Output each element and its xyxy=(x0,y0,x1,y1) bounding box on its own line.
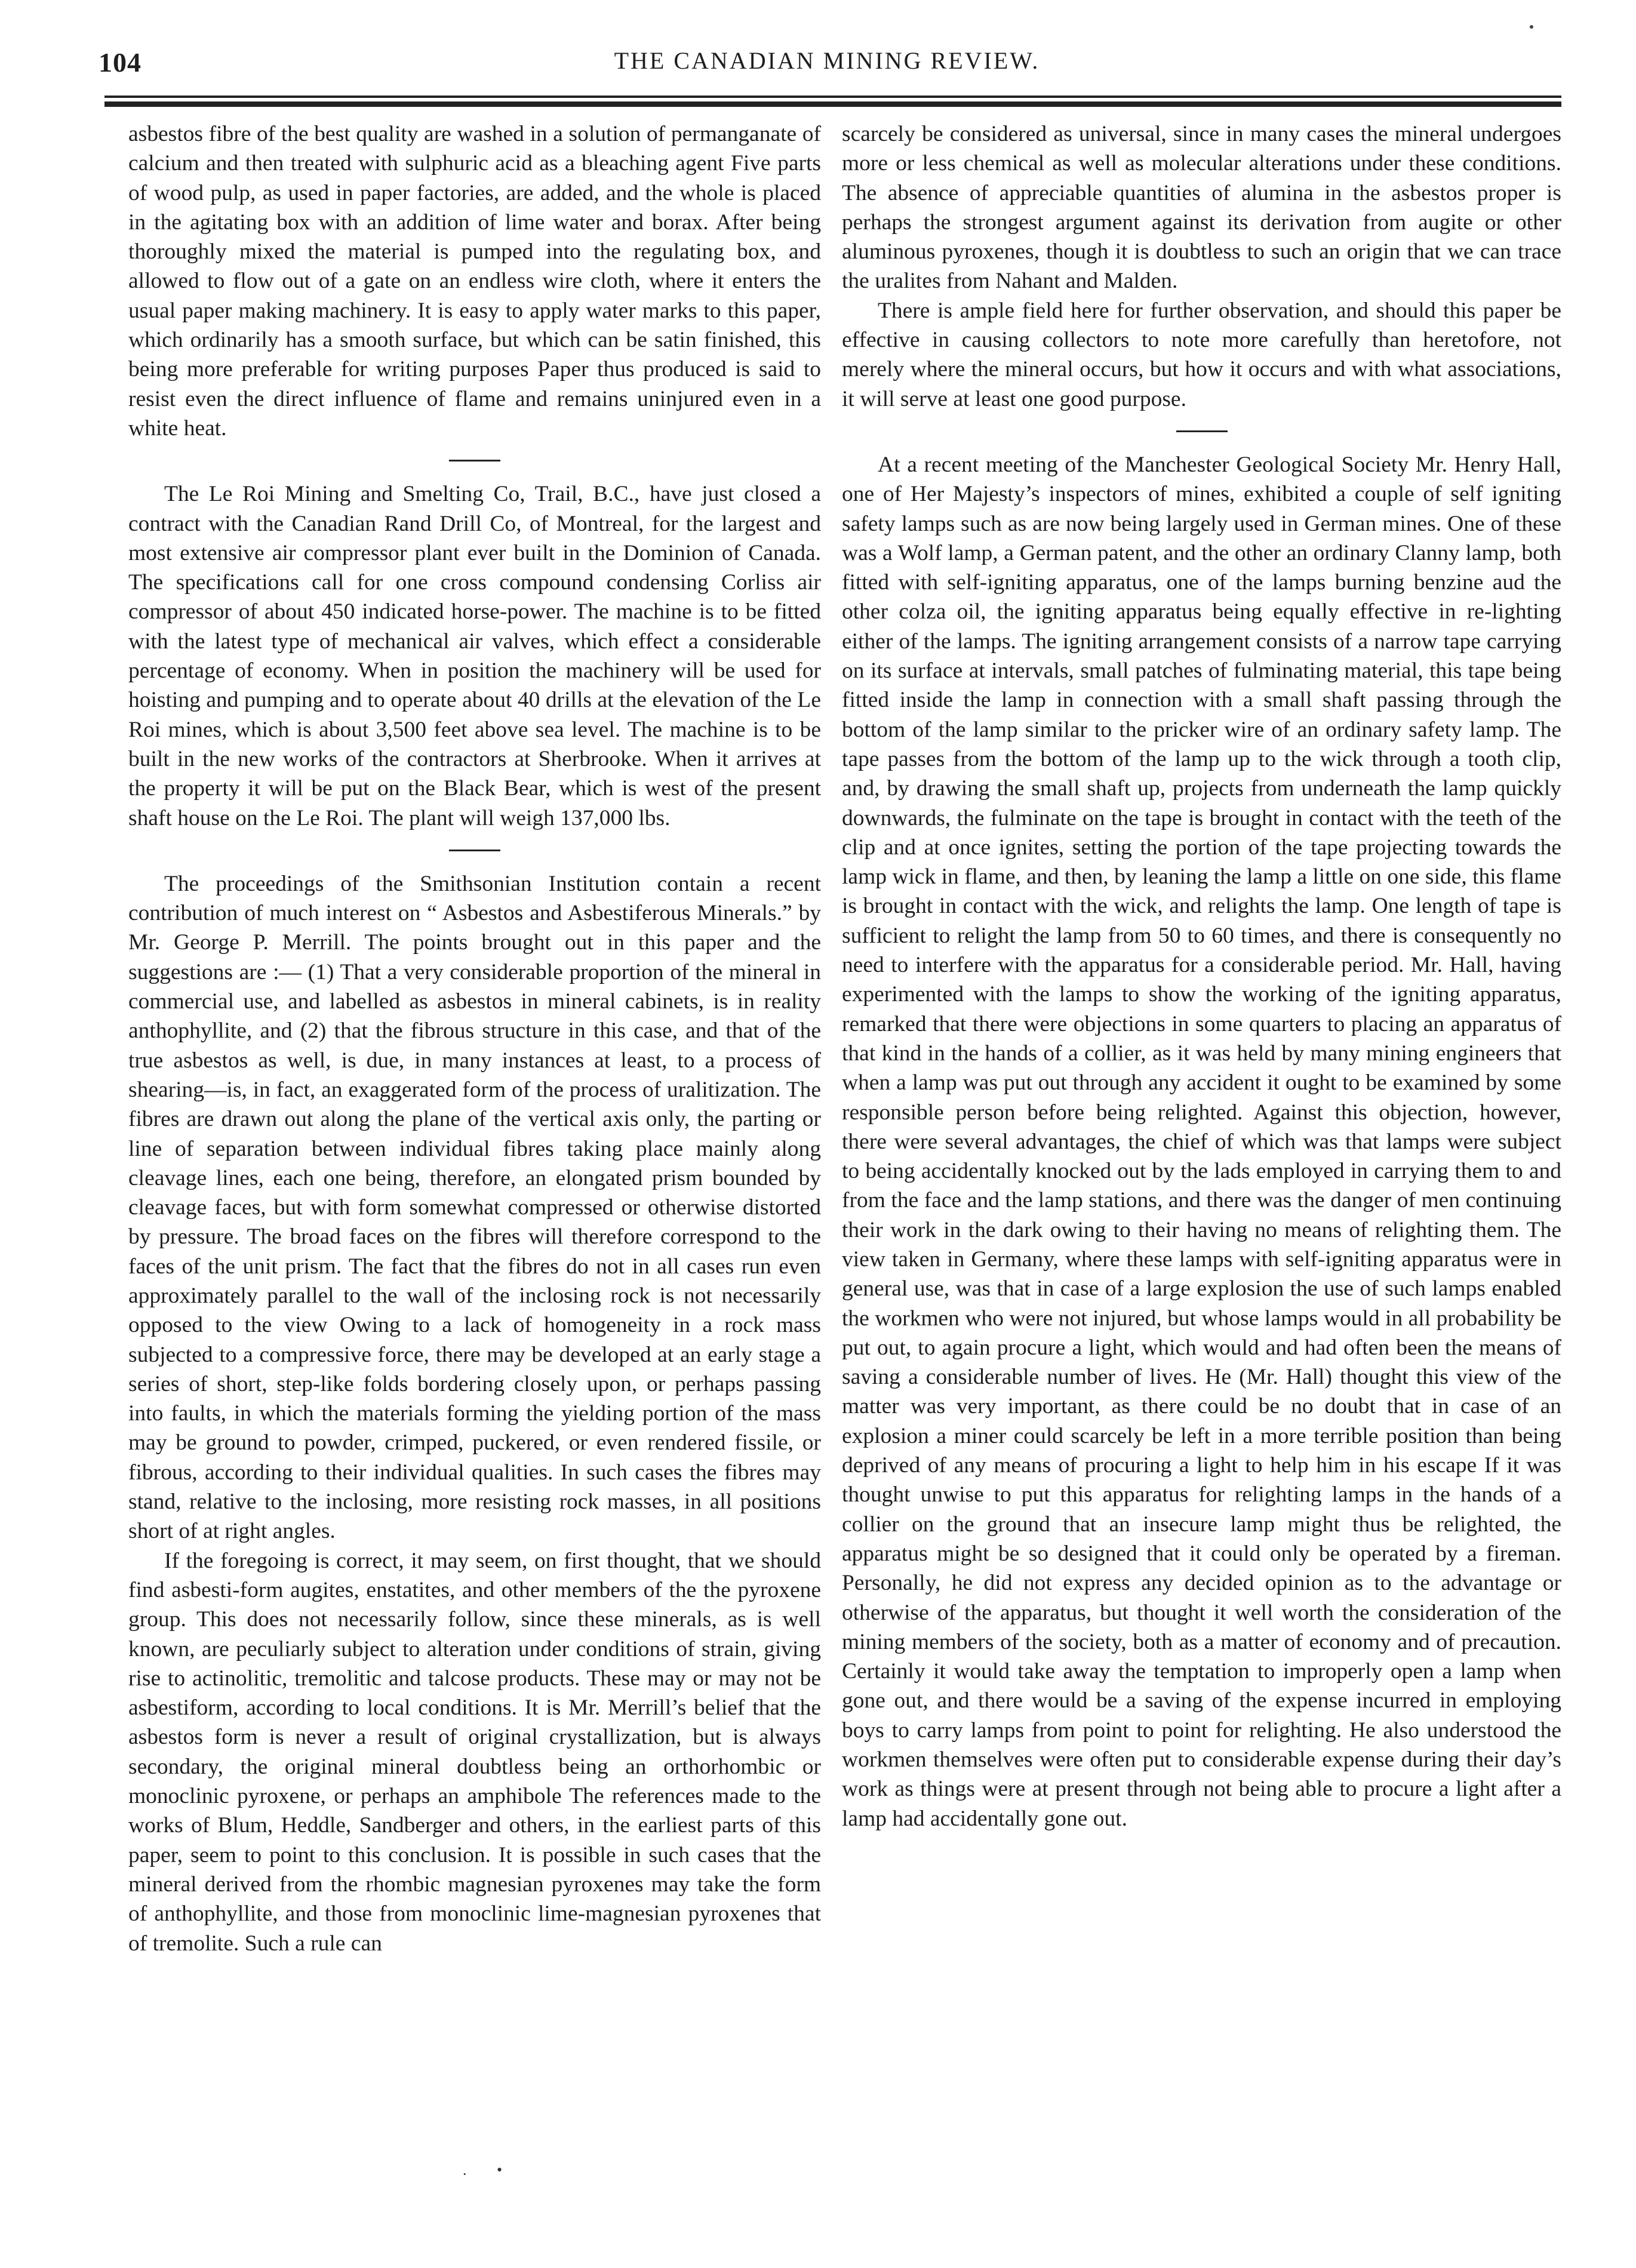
article-paragraph: At a recent meeting of the Manchester Geological Society Mr. Henry Hall, one of Her Majesty’s inspectors of mines, exhibited a couple of self igniting safety lamps such as are now being largely used in German mines. One of these was a Wolf lamp, a German patent, and the other an ordinary Clanny lamp, both fitted with self-igniting apparatus, one of the lamps burning benzine aud the other colza oil, the igniting apparatus being equally effective in re-lighting either of the lamps. The igniting arrangement consists of a narrow tape carrying on its surface at intervals, small patches of fulminating material, this tape being fitted inside the lamp in connection with a small shaft passing through the bottom of the lamp similar to the pricker wire of an ordinary safety lamp. The tape passes from the bottom of the lamp up to the wick through a tooth clip, and, by drawing the small shaft up, projects from underneath the lamp quickly downwards, the fulminate on the tape is brought in contact with the teeth of the clip and at once ignites, setting the portion of the tape projecting towards the lamp wick in flame, and then, by leaning the lamp a little on one side, this flame is brought in contact with the wick, and relights the lamp. One length of tape is sufficient to relight the lamp from 50 to 60 times, and there is consequently no need to interfere with the apparatus for a considerable period. Mr. Hall, having experimented with the lamps to show the working of the igniting apparatus, remarked that there were objections in some quarters to placing an apparatus of that kind in the hands of a collier, as it was held by many mining engineers that when a lamp was put out through any accident it ought to be examined by some responsible person before being relighted. Against this objection, however, there were several advantages, the chief of which was that lamps were subject to being accidentally knocked out by the lads employed in carrying them to and from the face and the lamp stations, and there was the danger of men continuing their work in the dark owing to their having no means of relighting them. The view taken in Germany, where these lamps with self-igniting apparatus were in general use, was that in case of a large explosion the use of such lamps enabled the workmen who were not injured, but whose lamps would in all probability be put out, to again procure a light, which would and had often been the means of saving a considerable number of lives. He (Mr. Hall) thought this view of the matter was very important, as there could be no doubt that in case of an explosion a miner could scarcely be left in a more terrible position than being deprived of any means of procuring a light to help him in his escape If it was thought unwise to put this apparatus for relighting lamps in the hands of a collier on the ground that an insecure lamp might thus be relighted, the apparatus might be so designed that it could only be operated by a fireman. Personally, he did not express any decided opinion as to the advantage or otherwise of the apparatus, but thought it well worth the consideration of the mining members of the society, both as a matter of economy and of precaution. Certainly it would take away the temptation to improperly open a lamp when gone out, and there would be a saving of the expense incurred in employing boys to carry lamps from point to point for relighting. He also understood the workmen themselves were often put to considerable expense during their day’s work as things were at present through not being able to procure a light after a lamp had accidentally gone out. xyxy=(842,452,1561,1831)
article-paragraph: scarcely be considered as universal, since in many cases the mineral undergoes more or less chemical as well as molecular alterations under these conditions. The absence of appreciable quantities of alumina in the asbestos proper is perhaps the strongest argument against its derivation from augite or other aluminous pyroxenes, though it is doubtless to such an origin that we can trace the uralites from Nahant and Malden. xyxy=(842,122,1561,294)
article-paragraph: The Le Roi Mining and Smelting Co, Trail, B.C., have just closed a contract with the Canadian Rand Drill Co, of Montreal, for the largest and most extensive air compressor plant ever built in the Dominion of Canada. The specifications call for one cross compound condensing Corliss air compressor of about 450 indicated horse-power. The machine is to be fitted with the latest type of mechanical air valves, which effect a considerable percentage of economy. When in position the machinery will be used for hoisting and pumping and to operate about 40 drills at the elevation of the Le Roi mines, which is about 3,500 feet above sea level. The machine is to be built in the new works of the contractors at Sherbrooke. When it arrives at the property it will be put on the Black Bear, which is west of the present shaft house on the Le Roi. The plant will weigh 137,000 lbs. xyxy=(128,482,821,830)
section-divider xyxy=(449,850,500,851)
header-rule-thin xyxy=(104,96,1561,98)
right-column xyxy=(842,119,1561,1833)
header-rule-thick xyxy=(104,101,1561,107)
page-number: 104 xyxy=(99,47,142,78)
ink-speck xyxy=(1530,25,1533,29)
article-paragraph: The proceedings of the Smithsonian Institution contain a recent contribution of much interest on “ Asbestos and Asbestiferous Minerals.” by Mr. George P. Merrill. The points brought out in this paper and the suggestions are :— (1) That a very considerable proportion of the mineral in commercial use, and labelled as asbestos in mineral cabinets, is in reality anthophyllite, and (2) that the fibrous structure in this case, and that of the true asbestos as well, is due, in many instances at least, to a process of shearing—is, in fact, an exaggerated form of the process of uralitization. The fibres are drawn out along the plane of the vertical axis only, the parting or line of separation between individual fibres taking place mainly along cleavage lines, each one being, therefore, an elongated prism bounded by cleavage faces, but with form somewhat compressed or otherwise distorted by pressure. The broad faces on the fibres will therefore correspond to the faces of the unit prism. The fact that the fibres do not in all cases run even approximately parallel to the wall of the inclosing rock is not necessarily opposed to the view Owing to a lack of homogeneity in a rock mass subjected to a compressive force, there may be developed at an early stage a series of short, step-like folds bordering closely upon, or perhaps passing into faults, in which the materials forming the yielding portion of the mass may be ground to powder, crimped, puckered, or even rendered fissile, or fibrous, according to their individual qualities. In such cases the fibres may stand, relative to the inclosing, more resisting rock masses, in all positions short of at right angles. xyxy=(128,871,821,1544)
article-paragraph: asbestos fibre of the best quality are washed in a solution of permanganate of calcium and then treated with sulphuric acid as a bleaching agent Five parts of wood pulp, as used in paper factories, are added, and the whole is placed in the agitating box with an addition of lime water and borax. After being thoroughly mixed the material is pumped into the regulating box, and allowed to flow out of a gate on an endless wire cloth, where it enters the usual paper making machinery. It is easy to apply water marks to this paper, which ordinarily has a smooth surface, but which can be satin finished, this being more preferable for writing purposes Paper thus produced is said to resist even the direct influence of flame and remains uninjured even in a white heat. xyxy=(128,122,821,441)
publication-title: THE CANADIAN MINING REVIEW. xyxy=(614,47,1040,74)
footer-marks: . • xyxy=(463,2161,516,2178)
section-divider xyxy=(1176,430,1228,432)
article-paragraph: If the foregoing is correct, it may seem, on first thought, that we should find asbesti-form augites, enstatites, and other members of the the pyroxene group. This does not necessarily follow, since these minerals, as is well known, are peculiarly subject to alteration under conditions of strain, giving rise to actinolitic, tremolitic and talcose products. These may or may not be asbestiform, according to local conditions. It is Mr. Merrill’s belief that the asbestos form is never a result of original crystallization, but is always secondary, the original mineral doubtless being an orthorhombic or monoclinic pyroxene, or perhaps an amphibole The references made to the works of Blum, Heddle, Sandberger and others, in the earliest parts of this paper, seem to point to this conclusion. It is possible in such cases that the mineral derived from the rhombic magnesian pyroxenes may take the form of anthophyllite, and those from monoclinic lime-magnesian pyroxenes that of tremolite. Such a rule can xyxy=(128,1548,821,1956)
article-paragraph: There is ample field here for further observation, and should this paper be effective in causing collectors to note more carefully than heretofore, not merely where the mineral occurs, but how it occurs and with what associations, it will serve at least one good purpose. xyxy=(842,298,1561,411)
left-column xyxy=(128,119,821,1958)
page-header xyxy=(99,42,1555,84)
section-divider xyxy=(449,460,500,461)
